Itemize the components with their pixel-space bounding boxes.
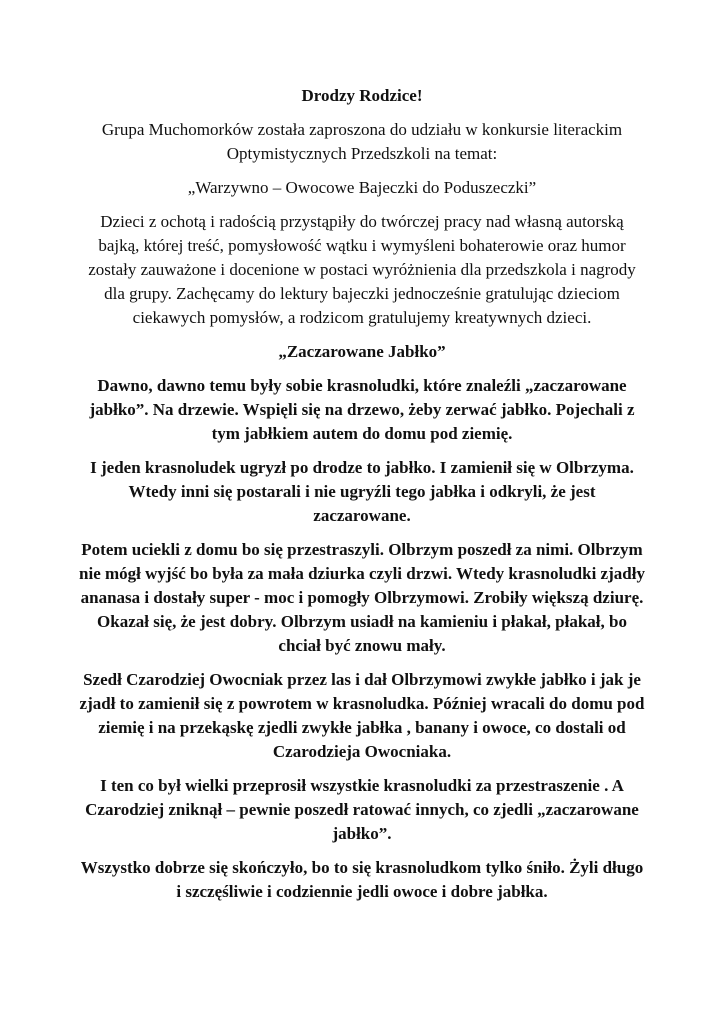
story-title: „Zaczarowane Jabłko” (278, 342, 446, 361)
story-paragraph: Szedł Czarodziej Owocniak przez las i dał Olbrzymowi zwykłe jabłko i jak je zjadł to zamienił się z powrotem w krasnoludka. Później wracali do domu pod ziemię i na przekąskę zjedli zwykłe jabłka , banany i owoce, co dostali od Czarodzieja Owocniaka. (79, 670, 645, 761)
intro-description-paragraph: Dzieci z ochotą i radością przystąpiły do twórczej pracy nad własną autorską bajką, której treść, pomysłowość wątku i wymyśleni bohaterowie oraz humor zostały zauważone i docenione w postaci wyróżnienia dla przedszkola i nagrody dla grupy. Zachęcamy do lektury bajeczki jednocześnie gratulując dzieciom ciekawych pomysłów, a rodzicom gratulujemy kreatywnych dzieci. (88, 212, 636, 327)
intro-paragraph: Grupa Muchomorków została zaproszona do udziału w konkursie literackim Optymistycznych Przedszkoli na temat: (101, 120, 623, 163)
story-paragraph: I ten co był wielki przeprosił wszystkie krasnoludki za przestraszenie . A Czarodziej zniknął – pewnie poszedł ratować innych, co zjedli „zaczarowane jabłko”. (85, 776, 639, 843)
story-paragraph: I jeden krasnoludek ugryzł po drodze to jabłko. I zamienił się w Olbrzyma. Wtedy inni się postarali i nie ugryźli tego jabłka i odkryli, że jest zaczarowane. (90, 458, 634, 525)
story-paragraph: Wszystko dobrze się skończyło, bo to się krasnoludkom tylko śniło. Żyli długo i szczęśliwie i codziennie jedli owoce i dobre jabłka. (80, 858, 644, 901)
story-paragraph: Potem uciekli z domu bo się przestraszyli. Olbrzym poszedł za nimi. Olbrzym nie mógł wyjść bo była za mała dziurka czyli drzwi. Wtedy krasnoludki zjadły ananasa i dostały super - moc i pomogły Olbrzymowi. Zrobiły większą dziurę. Okazał się, że jest dobry. Olbrzym usiadł na kamieniu i płakał, płakał, bo chciał być znowu mały. (79, 540, 645, 655)
story-paragraph: Dawno, dawno temu były sobie krasnoludki, które znaleźli „zaczarowane jabłko”. Na drzewie. Wspięli się na drzewo, żeby zerwać jabłko. Pojechali z tym jabłkiem autem do domu pod ziemię. (89, 376, 635, 443)
contest-topic: „Warzywno – Owocowe Bajeczki do Poduszeczki” (187, 178, 537, 197)
greeting-heading: Drodzy Rodzice! (301, 86, 423, 105)
story-body (78, 374, 646, 904)
